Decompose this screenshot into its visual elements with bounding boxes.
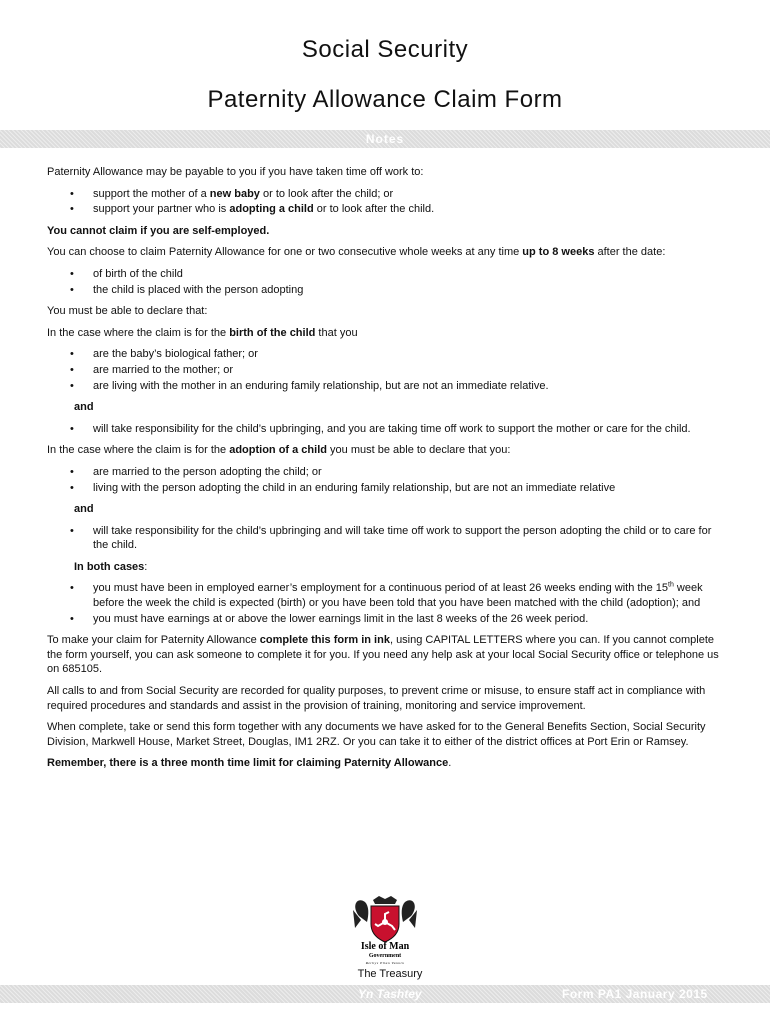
birth-list-2: [47, 422, 727, 437]
department-name: The Treasury: [357, 968, 423, 980]
intro-paragraph: Paternity Allowance may be payable to you if you have taken time off work to:: [47, 166, 424, 178]
adoption-paragraph: In the case where the claim is for the adoption of a child you must be able to declare that you:: [47, 444, 511, 457]
time-limit-notice: Remember, there is a three month time limit for claiming Paternity Allowance.: [47, 757, 452, 770]
list-item: • are married to the person adopting the child; or: [47, 465, 727, 480]
notes-label: Notes: [365, 132, 405, 146]
form-reference: Form PA1 January 2015: [562, 987, 708, 1001]
and-label: and: [74, 401, 94, 414]
list-item: • are the baby’s biological father; or: [47, 347, 727, 362]
list-item: • the child is placed with the person adopting: [47, 283, 727, 298]
list-item: • support the mother of a new baby or to look after the child; or: [47, 187, 727, 202]
list-item: • are married to the mother; or: [47, 363, 727, 378]
self-employed-notice: You cannot claim if you are self-employed.: [47, 224, 270, 237]
intro-list: [47, 187, 727, 217]
claim-paragraph: To make your claim for Paternity Allowance complete this form in ink, using CAPITAL LETTERS where you can. If you cannot complete the form yourself, you can ask someone to complete it for you. If you need any help ask at your local Social Security office or telephone us on 685105.: [47, 634, 719, 676]
both-cases-list: [47, 581, 727, 626]
date-list: [47, 267, 727, 297]
page-title-line2: Paternity Allowance Claim Form: [207, 86, 563, 113]
list-item: • will take responsibility for the child’s upbringing and will take time off work to support the person adopting the child or to care for the child.: [47, 524, 727, 553]
and-label: and: [74, 503, 94, 516]
choose-paragraph: You can choose to claim Paternity Allowance for one or two consecutive whole weeks at any time up to 8 weeks after the date:: [47, 246, 666, 259]
both-cases-heading: In both cases:: [74, 560, 148, 573]
send-paragraph: When complete, take or send this form together with any documents we have asked for to the General Benefits Section, Social Security Division, Markwell House, Market Street, Douglas, IM1 2RZ. Or you can take it to either of the district offices at Port Erin or Ramsey.: [47, 721, 706, 748]
logo-wordmark: Isle of Man: [360, 941, 410, 952]
declare-paragraph: You must be able to declare that:: [47, 305, 208, 318]
list-item: • you must have been in employed earner’s employment for a continuous period of at least 26 weeks ending with the 15th week before the week the child is expected (birth) or you have been told that you have been matched with the child (adoption); and: [47, 581, 727, 610]
calls-paragraph: All calls to and from Social Security are recorded for quality purposes, to prevent crime or misuse, to ensure staff act in compliance with required procedures and standards and assist in the provision of training, monitoring and service improvement.: [47, 685, 706, 712]
isle-of-man-crest-icon: [345, 888, 425, 968]
list-item: • are living with the mother in an enduring family relationship, but are not an immediate relative.: [47, 379, 727, 394]
list-item: • living with the person adopting the child in an enduring family relationship, but are not an immediate relative: [47, 481, 727, 496]
list-item: • will take responsibility for the child’s upbringing, and you are taking time off work to support the mother or care for the child.: [47, 422, 727, 437]
logo-motto: Reiltys Ellan Vannin: [365, 961, 405, 965]
notes-header-band: [0, 130, 770, 148]
list-item: • you must have earnings at or above the lower earnings limit in the last 8 weeks of the 26 week period.: [47, 612, 727, 627]
logo-subtitle: Government: [368, 953, 402, 959]
list-item: • of birth of the child: [47, 267, 727, 282]
adoption-list: [47, 465, 727, 495]
footer-band: [0, 985, 770, 1003]
birth-paragraph: In the case where the claim is for the birth of the child that you: [47, 326, 358, 339]
page-title-line1: Social Security: [301, 36, 469, 63]
birth-list: [47, 347, 727, 393]
adoption-list-2: [47, 524, 727, 553]
list-item: • support your partner who is adopting a child or to look after the child.: [47, 202, 727, 217]
footer-left-text: Yn Tashtey: [358, 987, 422, 1001]
notes-content: [47, 165, 727, 778]
